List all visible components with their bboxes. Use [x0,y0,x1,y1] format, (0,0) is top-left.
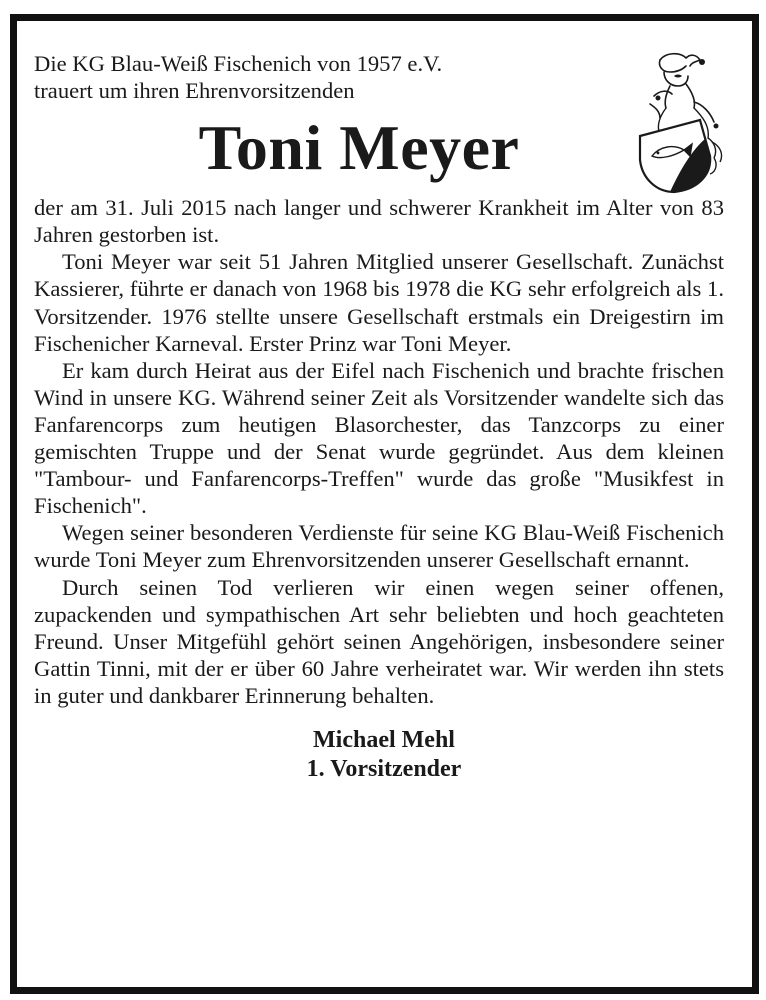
paragraph-1: der am 31. Juli 2015 nach langer und schwerer Krankheit im Alter von 83 Jahren gestorben ist. [34,195,724,248]
intro-text [34,50,594,104]
obituary-content [34,50,724,784]
paragraph-5: Durch seinen Tod verlieren wir einen wegen seiner offenen, zupackenden und sympathischen Art sehr beliebten und hoch geachteten Freund. Unser Mitgefühl gehört seinen Angehörigen, insbesondere seiner Gattin Tinni, mit der er über 60 Jahre verheiratet war. Wir werden ihn stets in guter und dankbarer Erinnerung behalten. [34,574,724,708]
signature-name: Michael Mehl [313,726,455,753]
paragraph-4: Wegen seiner besonderen Verdienste für seine KG Blau-Weiß Fischenich wurde Toni Meyer zum Ehrenvorsitzenden unserer Gesellschaft ernannt. [34,520,724,573]
deceased-name: Toni Meyer [198,112,520,184]
signature-role: 1. Vorsitzender [306,755,462,782]
paragraph-2: Toni Meyer war seit 51 Jahren Mitglied unserer Gesellschaft. Zunächst Kassierer, führte er danach von 1968 bis 1978 die KG sehr erfolgreich als 1. Vorsitzender. 1976 stellte unsere Gesellschaft erstmals ein Dreigestirn im Fischenicher Karneval. Erster Prinz war Toni Meyer. [34,249,724,356]
signature [34,726,724,784]
intro-line-2: trauert um ihren Ehrenvorsitzenden [34,78,355,104]
paragraph-3: Er kam durch Heirat aus der Eifel nach Fischenich und brachte frischen Wind in unsere KG. Während seiner Zeit als Vorsitzender wandelte sich das Fanfarencorps zum heutigen Blasorchester, das Tanzcorps zu einer gemischten Truppe und der Senat wurde gegründet. Aus dem kleinen "Tambour- und Fanfarencorps-Treffen" wurde das große "Musikfest in Fischenich". [34,357,724,519]
intro-line-1: Die KG Blau-Weiß Fischenich von 1957 e.V. [34,51,443,76]
